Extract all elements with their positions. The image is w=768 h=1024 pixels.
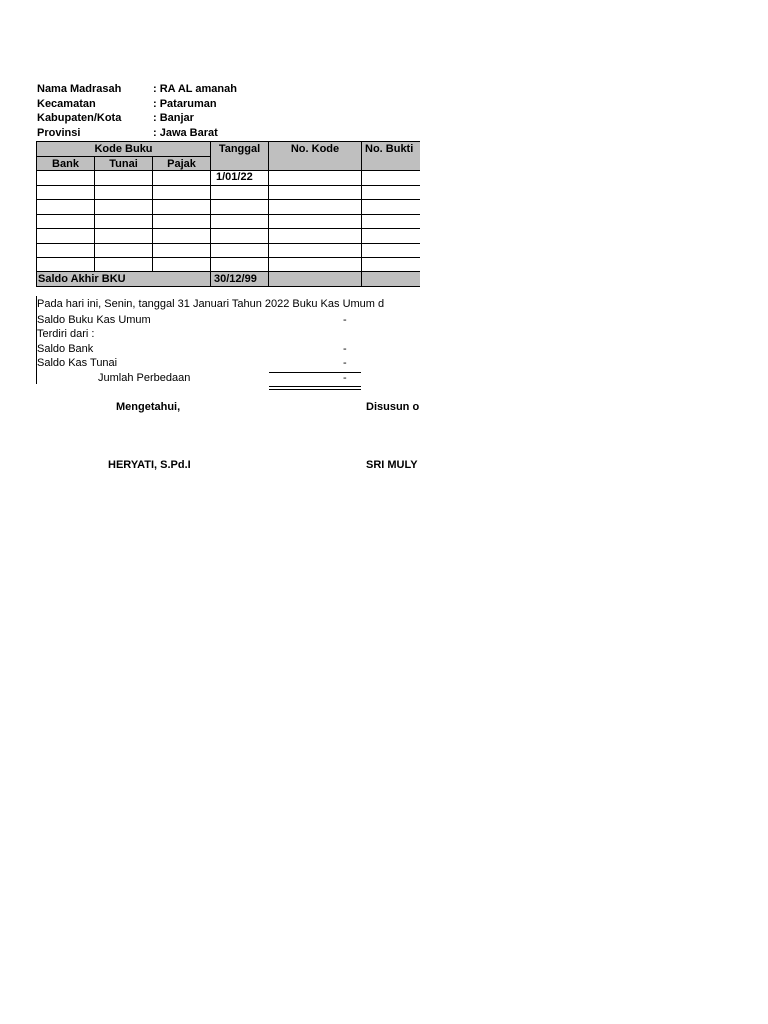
terdiri-label: Terdiri dari : — [37, 328, 95, 340]
table-cell — [152, 243, 210, 258]
info-value-provinsi: : Jawa Barat — [153, 127, 218, 139]
header-tanggal: Tanggal — [210, 141, 268, 170]
saldo-bku-label: Saldo Buku Kas Umum — [37, 314, 151, 326]
saldo-akhir-kode — [268, 271, 361, 287]
saldo-tunai-label: Saldo Kas Tunai — [37, 357, 118, 369]
sum-line — [269, 372, 361, 373]
table-cell — [36, 257, 94, 272]
table-cell — [94, 257, 152, 272]
table-cell — [210, 228, 268, 243]
header-no-kode: No. Kode — [268, 141, 361, 170]
info-value-kecamatan: : Pataruman — [153, 98, 217, 110]
info-label-kabupaten: Kabupaten/Kota — [37, 112, 122, 124]
table-cell — [361, 199, 420, 214]
table-cell — [268, 214, 361, 229]
info-label-kecamatan: Kecamatan — [37, 98, 96, 110]
table-cell — [210, 199, 268, 214]
table-cell — [152, 228, 210, 243]
signature-left-title: Mengetahui, — [116, 401, 181, 413]
double-underline-bottom — [269, 389, 361, 390]
info-label-madrasah: Nama Madrasah — [37, 83, 122, 95]
saldo-tunai-value: - — [343, 357, 347, 369]
table-cell — [268, 243, 361, 258]
table-cell — [94, 243, 152, 258]
table-cell — [361, 228, 420, 243]
info-value-madrasah: : RA AL amanah — [153, 83, 237, 95]
saldo-bku-value: - — [343, 314, 347, 326]
header-bank: Bank — [36, 156, 94, 170]
table-cell — [361, 170, 420, 185]
table-cell — [36, 170, 94, 185]
table-cell — [210, 243, 268, 258]
saldo-akhir-bukti — [361, 271, 420, 287]
signature-left-name: HERYATI, S.Pd.I — [108, 459, 191, 471]
table-cell — [36, 214, 94, 229]
table-cell — [268, 199, 361, 214]
table-cell — [36, 228, 94, 243]
info-label-provinsi: Provinsi — [37, 127, 81, 139]
jumlah-label: Jumlah Perbedaan — [98, 372, 191, 384]
table-cell — [268, 170, 361, 185]
saldo-bank-value: - — [343, 343, 347, 355]
table-cell — [94, 214, 152, 229]
table-cell — [210, 185, 268, 200]
header-tunai: Tunai — [94, 156, 152, 170]
signature-right-title: Disusun o — [366, 401, 420, 413]
saldo-akhir-date: 30/12/99 — [210, 271, 268, 287]
table-cell — [268, 185, 361, 200]
jumlah-value: - — [343, 372, 347, 384]
table-cell — [94, 185, 152, 200]
table-cell — [36, 199, 94, 214]
info-value-kabupaten: : Banjar — [153, 112, 194, 124]
header-pajak: Pajak — [152, 156, 210, 170]
table-cell — [94, 170, 152, 185]
table-cell — [152, 214, 210, 229]
table-cell — [36, 185, 94, 200]
table-cell — [268, 228, 361, 243]
saldo-akhir-label: Saldo Akhir BKU — [36, 271, 210, 287]
first-row-date: 1/01/22 — [210, 170, 268, 185]
header-kode-buku: Kode Buku — [36, 141, 210, 156]
double-underline-top — [269, 386, 361, 387]
table-cell — [36, 243, 94, 258]
table-cell — [268, 257, 361, 272]
bku-table — [36, 141, 420, 287]
table-cell — [361, 257, 420, 272]
table-cell — [361, 214, 420, 229]
table-cell — [94, 199, 152, 214]
table-cell — [152, 199, 210, 214]
table-cell — [210, 257, 268, 272]
signature-right-name: SRI MULY — [366, 459, 418, 471]
summary-paragraph: Pada hari ini, Senin, tanggal 31 Januari Tahun 2022 Buku Kas Umum d — [37, 298, 385, 310]
table-cell — [152, 257, 210, 272]
table-cell — [361, 243, 420, 258]
table-cell — [94, 228, 152, 243]
table-cell — [210, 214, 268, 229]
table-cell — [152, 185, 210, 200]
saldo-bank-label: Saldo Bank — [37, 343, 94, 355]
header-no-bukti: No. Bukti — [361, 141, 420, 170]
table-cell — [152, 170, 210, 185]
table-cell — [361, 185, 420, 200]
